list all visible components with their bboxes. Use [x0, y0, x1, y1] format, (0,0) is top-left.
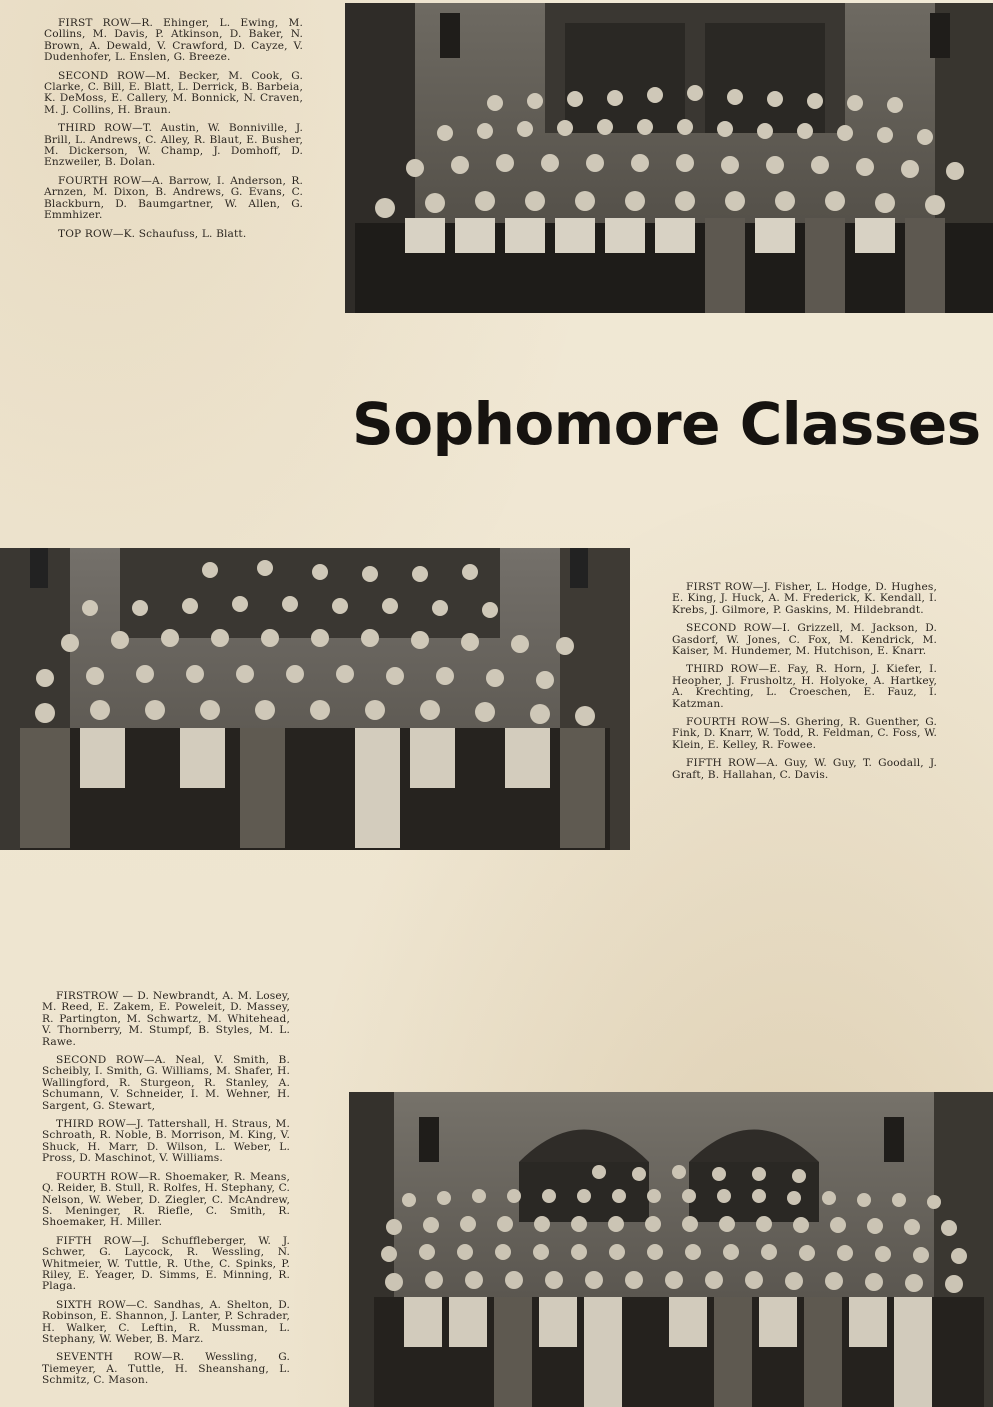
photo-1-image [345, 3, 993, 313]
caption-row: FIFTH ROW—A. Guy, W. Guy, T. Goodall, J. Graft, B. Hallahan, C. Davis. [672, 757, 937, 781]
caption-row: SECOND ROW—I. Grizzell, M. Jackson, D. Gasdorf, W. Jones, C. Fox, M. Kendrick, M. Kaiser, M. Hundemer, M. Hutchison, E. Knarr. [672, 622, 937, 658]
caption-row: FIFTH ROW—J. Schuffleberger, W. J. Schwer, G. Laycock, R. Wessling, N. Whitmeier, W. Tuttle, R. Uthe, C. Spinks, P. Riley, E. Yeager, D. Simms, E. Minning, R. Plaga. [42, 1234, 290, 1293]
caption-row: SIXTH ROW—C. Sandhas, A. Shelton, D. Robinson, E. Shannon, J. Lanter, P. Schrader, H. Walker, C. Leftin, R. Mussman, L. Stephany, W. Weber, B. Marz. [42, 1298, 290, 1345]
caption-group-3 [42, 991, 290, 1394]
caption-row: FOURTH ROW—A. Barrow, I. Anderson, R. Arnzen, M. Dixon, B. Andrews, G. Evans, C. Blackburn, D. Baumgartner, W. Allen, G. Emmhizer. [44, 174, 303, 222]
caption-row: THIRD ROW—T. Austin, W. Bonniville, J. Brill, L. Andrews, C. Alley, R. Blaut, E. Busher, M. Dickerson, W. Champ, J. Domhoff, D. Enzweiler, B. Dolan. [44, 122, 303, 169]
caption-row: THIRD ROW—J. Tattershall, H. Straus, M. Schroath, R. Noble, B. Morrison, M. King, V. Shuck, H. Marr, D. Wilson, L. Weber, L. Pross, D. Maschinot, V. Williams. [42, 1118, 290, 1165]
class-photo-1 [345, 3, 993, 313]
photo-2-image [0, 548, 630, 850]
photo-3-image [349, 1092, 993, 1407]
class-photo-2 [0, 548, 630, 850]
caption-row: FIRST ROW—J. Fisher, L. Hodge, D. Hughes, E. King, J. Huck, A. M. Frederick, K. Kendall, I. Krebs, J. Gilmore, P. Gaskins, M. Hildebrandt. [672, 581, 937, 616]
caption-row: SEVENTH ROW—R. Wessling, G. Tiemeyer, A. Tuttle, H. Sheanshang, L. Schmitz, C. Mason. [42, 1351, 290, 1387]
caption-group-2 [672, 582, 937, 788]
page-title: Sophomore Classes [352, 390, 981, 458]
caption-row: FIRSTROW — D. Newbrandt, A. M. Losey, M. Reed, E. Zakem, E. Poweleit, D. Massey, R. Partington, M. Schwartz, M. Whitehead, V. Thornberry, M. Stumpf, B. Styles, M. L. Rawe. [42, 990, 290, 1048]
caption-row: THIRD ROW—E. Fay, R. Horn, J. Kiefer, I. Heopher, J. Frusholtz, H. Holyoke, A. Hartkey, A. Krechting, L. Croeschen, E. Fauz, I. Katzman. [672, 663, 937, 710]
caption-row: SECOND ROW—A. Neal, V. Smith, B. Scheibly, I. Smith, G. Williams, M. Shafer, H. Wallingford, R. Sturgeon, R. Stanley, A. Schumann, V. Schneider, I. M. Wehner, H. Sargent, G. Stewart, [42, 1054, 290, 1112]
class-photo-3 [349, 1092, 993, 1407]
caption-row: FOURTH ROW—S. Ghering, R. Guenther, G. Fink, D. Knarr, W. Todd, R. Feldman, C. Foss, W. Klein, E. Kelley, R. Fowee. [672, 716, 937, 751]
caption-row: FOURTH ROW—R. Shoemaker, R. Means, Q. Reider, B. Stull, R. Rolfes, H. Stephany, C. Nelson, W. Weber, D. Ziegler, C. McAndrew, S. Meninger, R. Riefle, C. Smith, R. Shoemaker, H. Miller. [42, 1170, 290, 1229]
caption-row: FIRST ROW—R. Ehinger, L. Ewing, M. Collins, M. Davis, P. Atkinson, D. Baker, N. Brown, A. Dewald, V. Crawford, D. Cayze, V. Dudenhofer, L. Enslen, G. Breeze. [44, 17, 303, 64]
caption-row: TOP ROW—K. Schaufuss, L. Blatt. [58, 227, 247, 240]
caption-group-1 [44, 18, 303, 247]
caption-row: SECOND ROW—M. Becker, M. Cook, G. Clarke, C. Bill, E. Blatt, L. Derrick, B. Barbeia, K. DeMoss, E. Callery, M. Bonnick, N. Craven, M. J. Collins, H. Braun. [44, 69, 303, 116]
